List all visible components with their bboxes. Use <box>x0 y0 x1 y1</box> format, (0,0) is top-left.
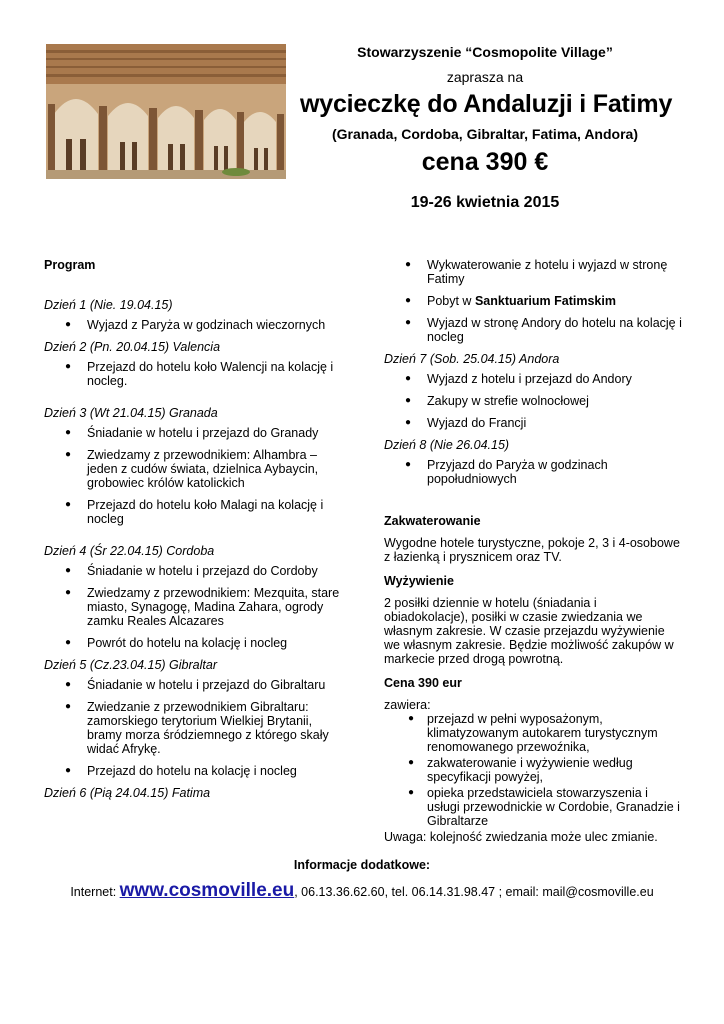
alhambra-photo <box>46 44 286 179</box>
internet-label: Internet: <box>70 885 120 899</box>
day-2-items <box>44 360 344 388</box>
list-item: ● Przejazd do hotelu koło Malagi na kolację i nocleg <box>44 498 344 526</box>
accommodation-title: Zakwaterowanie <box>384 514 481 528</box>
day-8-title: Dzień 8 (Nie 26.04.15) <box>384 438 510 452</box>
includes-label: zawiera: <box>384 698 431 712</box>
list-item: ● Wyjazd z hotelu i przejazd do Andory <box>384 372 684 386</box>
list-item-text: Pobyt w Sanktuarium Fatimskim <box>427 294 616 308</box>
additional-info-title: Informacje dodatkowe: <box>293 858 431 872</box>
day-7-items <box>384 372 684 430</box>
list-item: ● Wyjazd w stronę Andory do hotelu na kolację i nocleg <box>384 316 684 344</box>
list-item: ● Śniadanie w hotelu i przejazd do Granady <box>44 426 344 440</box>
day-5-items <box>44 678 344 778</box>
right-column <box>384 258 684 844</box>
accommodation-text: Wygodne hotele turystyczne, pokoje 2, 3 i 4-osobowe z łazienką i prysznicem oraz TV. <box>384 536 680 564</box>
includes-list <box>384 712 684 828</box>
day-6-items <box>384 258 684 344</box>
meals-text: 2 posiłki dziennie w hotelu (śniadania i obiadokolacje), posiłki w czasie zwiedzania we własnym zakresie. W czasie przejazdu wyżywienie we własnym zakresie. Będzie możliwość zakupów w markecie przed drogą powrotną. <box>384 596 674 666</box>
list-item: ● Przejazd do hotelu na kolację i nocleg <box>44 764 344 778</box>
list-item: ● Zwiedzanie z przewodnikiem Gibraltaru: zamorskiego terytorium Wielkiej Brytanii, bramy morza śródziemnego z którego skały widać Afrykę. <box>44 700 344 756</box>
invites-text: zaprasza na <box>446 69 524 85</box>
list-item: ● Śniadanie w hotelu i przejazd do Cordoby <box>44 564 344 578</box>
list-item: ● Przejazd do hotelu koło Walencji na kolację i nocleg. <box>44 360 344 388</box>
list-item <box>384 294 684 308</box>
trip-places: (Granada, Cordoba, Gibraltar, Fatima, Andora) <box>332 126 638 142</box>
list-item: ● Wykwaterowanie z hotelu i wyjazd w stronę Fatimy <box>384 258 684 286</box>
list-item: ● przejazd w pełni wyposażonym, klimatyzowanym autokarem turystycznym renomowanego przewoźnika, <box>384 712 684 754</box>
day-6-title: Dzień 6 (Pią 24.04.15) Fatima <box>44 786 211 800</box>
trip-price: cena 390 € <box>421 148 549 176</box>
trip-title: wycieczkę do Andaluzji i Fatimy <box>300 90 673 118</box>
list-item: ● opieka przedstawiciela stowarzyszenia i usługi przewodnickie w Cordobie, Granadzie i Gibraltarze <box>384 786 684 828</box>
program-column <box>44 258 344 806</box>
list-item: ● Powrót do hotelu na kolację i nocleg <box>44 636 344 650</box>
day-1-items <box>44 318 344 332</box>
order-note: Uwaga: kolejność zwiedzania może ulec zmianie. <box>384 830 658 844</box>
meals-title: Wyżywienie <box>384 574 454 588</box>
list-item: ● Śniadanie w hotelu i przejazd do Gibraltaru <box>44 678 344 692</box>
list-item: ● Zakupy w strefie wolnocłowej <box>384 394 684 408</box>
list-item: ● Zwiedzamy z przewodnikiem: Alhambra – jeden z cudów świata, dzielnica Aybaycin, grobowiec królów katolickich <box>44 448 344 490</box>
list-item: ● Wyjazd do Francji <box>384 416 684 430</box>
day-7-title: Dzień 7 (Sob. 25.04.15) Andora <box>384 352 560 366</box>
contact-line <box>0 880 724 902</box>
day-5-title: Dzień 5 (Cz.23.04.15) Gibraltar <box>44 658 217 672</box>
day-8-items <box>384 458 684 486</box>
website-link[interactable]: www.cosmoville.eu <box>119 880 295 901</box>
day-4-title: Dzień 4 (Śr 22.04.15) Cordoba <box>44 544 215 558</box>
day-3-items <box>44 426 344 526</box>
program-label: Program <box>44 258 96 272</box>
list-item: ● Wyjazd z Paryża w godzinach wieczornych <box>44 318 344 332</box>
trip-dates: 19-26 kwietnia 2015 <box>410 194 560 211</box>
day-3-title: Dzień 3 (Wt 21.04.15) Granada <box>44 406 218 420</box>
list-item: ● zakwaterowanie i wyżywienie według specyfikacji powyżej, <box>384 756 684 784</box>
day-1-title: Dzień 1 (Nie. 19.04.15) <box>44 298 173 312</box>
list-item: ● Zwiedzamy z przewodnikiem: Mezquita, stare miasto, Synagogę, Madina Zahara, ogrody zamku Reales Alcazares <box>44 586 344 628</box>
day-2-title: Dzień 2 (Pn. 20.04.15) Valencia <box>44 340 221 354</box>
organization-name: Stowarzyszenie “Cosmopolite Village” <box>357 44 613 60</box>
list-item: ● Przyjazd do Paryża w godzinach popołudniowych <box>384 458 684 486</box>
contact-details: , 06.13.36.62.60, tel. 06.14.31.98.47 ; email: mail@cosmoville.eu <box>294 885 654 899</box>
day-4-items <box>44 564 344 650</box>
price-title: Cena 390 eur <box>384 676 462 690</box>
